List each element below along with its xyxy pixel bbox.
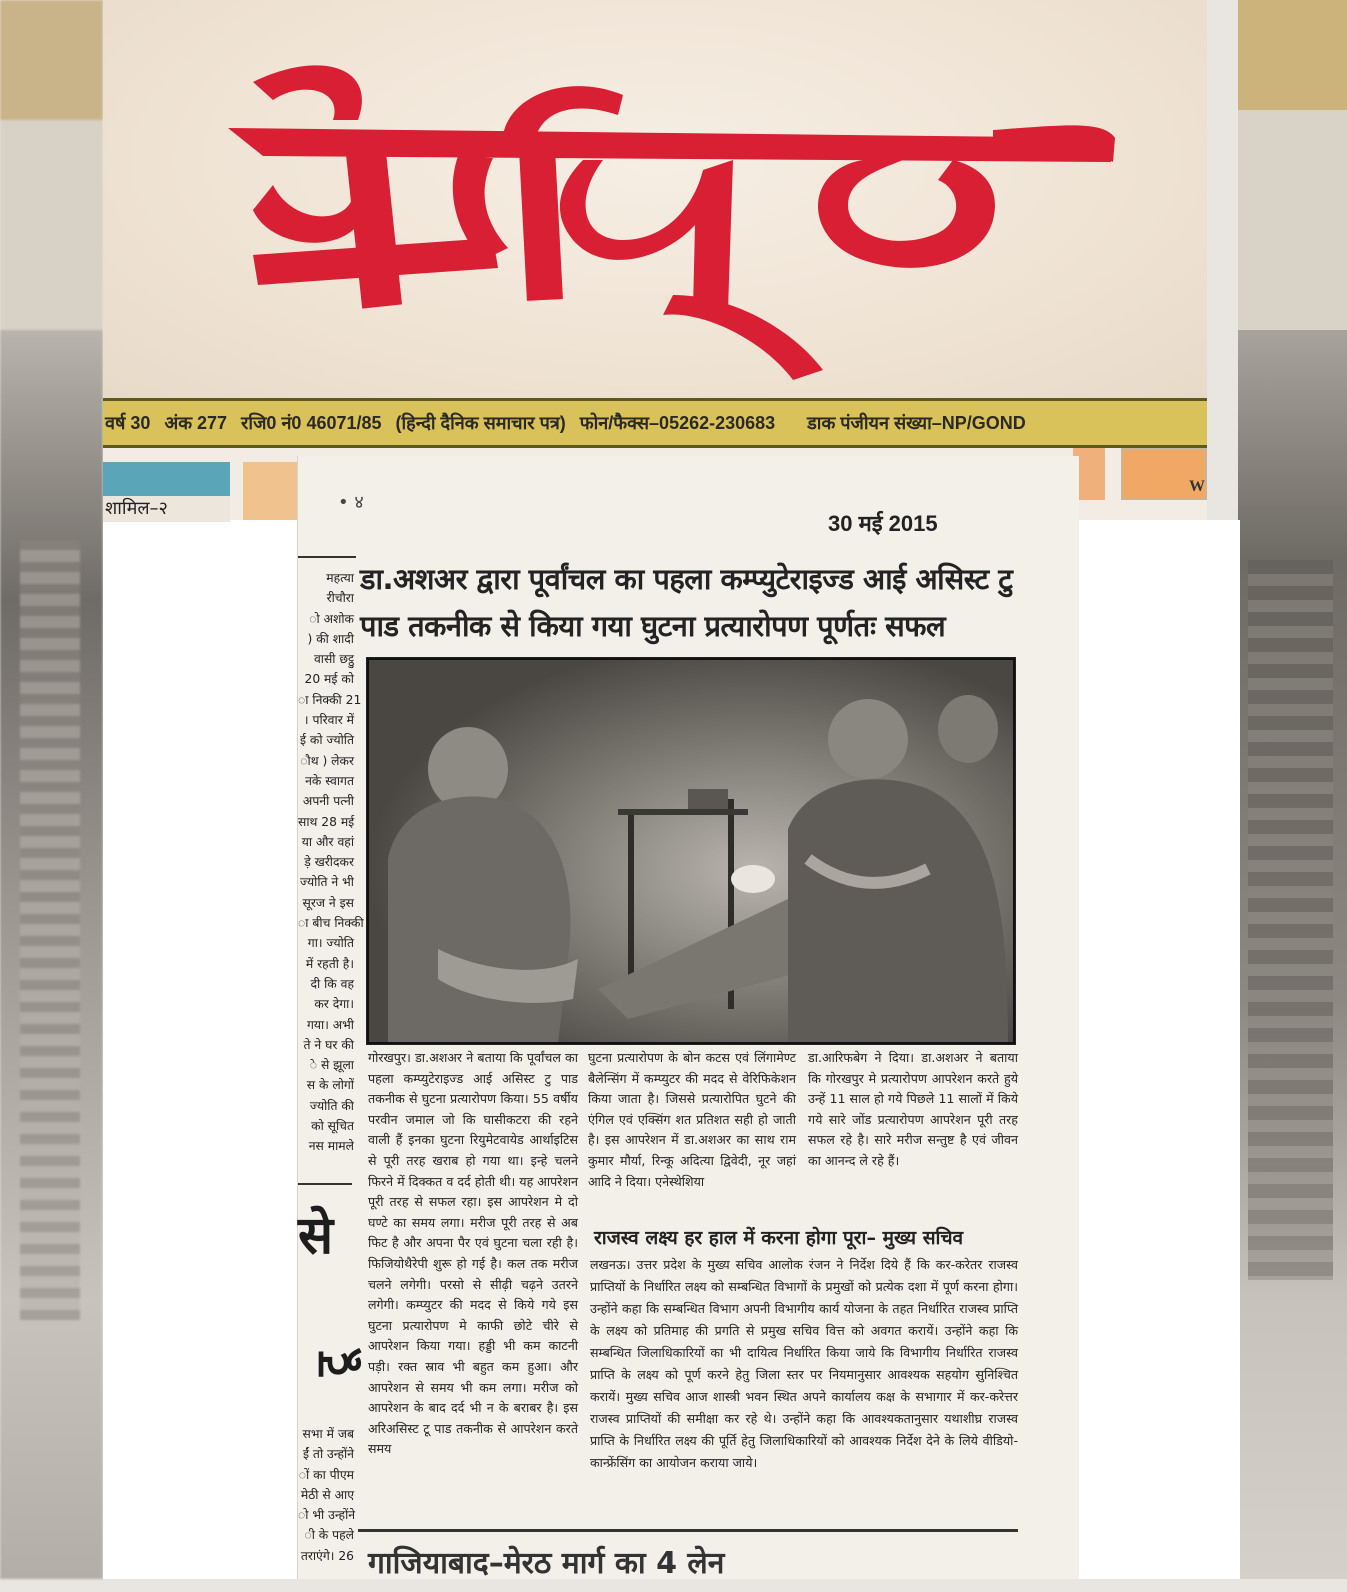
- strip-right-label: W: [1189, 478, 1205, 495]
- left-top-line: । परिवार में: [303, 713, 354, 728]
- clipping-date: 30 मई 2015: [828, 511, 938, 536]
- left-top-line: ई को ज्योति: [299, 733, 354, 748]
- strip-left-label: शामिल–२: [103, 496, 230, 522]
- left-bottom-line: सभा में जब: [302, 1427, 354, 1441]
- left-top-line: ड़े खरीदकर: [304, 855, 354, 870]
- phone-fax: फोन/फैक्स–05262-230683: [579, 413, 776, 433]
- second-article-body: लखनऊ। उत्तर प्रदेश के मुख्य सचिव आलोक रंजन ने निर्देश दिये हैं कि कर-करेतर राजस्व प्राप्तियों के निर्धारित लक्ष्य को सम्बन्धित विभागों के प्रमुखों को प्रत्येक दशा में पूर्ण करना होगा। उन्होंने कहा कि सम्बन्धित विभाग अपनी विभागीय कार्य योजना के तहत निर्धारित राजस्व प्राप्ति के लक्ष्य को प्रतिमाह की प्रगति से प्रमुख सचिव वित्त को अवगत करायें। उन्होंने कहा कि सम्बन्धित जिलाधिकारियों का भी दायित्व निर्धारित किया जाये कि विभागीय निर्धारित राजस्व प्राप्ति के लक्ष्य को पूर्ण करने हेतु जिला स्तर पर नियमानुसार आवश्यक सहयोग सुनिश्चित करायें। मुख्य सचिव आज शास्त्री भवन स्थित अपने कार्यालय कक्ष के सभागार में कर-करेत्तर राजस्व प्राप्तियों की समीक्षा कर रहे थे। उन्होंने कहा कि आवश्यकतानुसार यथाशीघ्र राजस्व प्राप्ति के निर्धारित लक्ष्य की पूर्ति हेतु जिलाधिकारियों को आवश्यक निर्देश देने के लिये वीडियो-कान्फ्रेंसिंग का आयोजन कराया जाये।: [590, 1257, 1018, 1470]
- strip-box-left: [103, 462, 230, 520]
- left-top-line: गया। अभी: [306, 1017, 354, 1032]
- left-top-line: में रहती है।: [305, 956, 354, 971]
- left-top-line: नस मामले: [308, 1139, 354, 1154]
- left-top-line: ौथ ) लेकर: [300, 753, 354, 768]
- left-top-line: ज्योति ने भी: [299, 875, 354, 890]
- strip-box-orange: [243, 462, 301, 520]
- operating-room-image: [368, 659, 1014, 1043]
- left-top-line: ) की शादी: [307, 631, 354, 646]
- background-right-page: [1238, 0, 1347, 1579]
- article-column-3: डा.आरिफबेग ने दिया। डा.अशअर ने बताया कि गोरखपुर मे प्रत्यारोपण आपरेशन करते हुये उन्हें 11 साल हो गये पिछले 11 सालों में किये गये सारे जोंड प्रत्यारोपण आपरेशन पूरी तरह सफल रहे है। सारे मरीज सन्तुष्ट है एवं जीवन का आनन्द ले रहे हैं।: [808, 1050, 1018, 1168]
- left-column-fragment-bottom: [298, 1424, 354, 1566]
- left-top-line: ो अशोक: [309, 611, 354, 626]
- left-top-line: स के लोगों: [306, 1078, 354, 1093]
- left-top-line: ा निक्की 21: [298, 692, 362, 707]
- bottom-rule: [358, 1529, 1018, 1532]
- masthead-info-bar: [103, 398, 1207, 448]
- left-bottom-line: ो भी उन्होंने: [298, 1508, 356, 1523]
- strip-box-right: [1121, 448, 1207, 500]
- left-big-glyph-2: टू: [305, 1352, 359, 1376]
- second-headline: राजस्व लक्ष्य हर हाल में करना होगा पूरा– मुख्य सचिव: [594, 1227, 964, 1249]
- surgery-photo: [366, 657, 1016, 1045]
- left-top-line: ज्योति की: [309, 1098, 354, 1113]
- issue-number: अंक 277: [164, 413, 228, 433]
- left-bottom-line: तराएंगे। 26: [300, 1548, 354, 1563]
- left-top-line: ते ने घर की: [303, 1037, 354, 1052]
- left-top-line: या और वहां: [301, 834, 354, 849]
- corner-mark: • ४: [338, 492, 364, 513]
- left-top-line: अपनी पत्नी: [302, 794, 354, 809]
- left-bottom-line: मेठी से आए: [300, 1487, 354, 1502]
- left-top-line: ा बीच निक्की: [298, 916, 364, 931]
- left-top-line: वासी छट्ठु: [313, 652, 354, 667]
- left-bottom-line: ईं तो उन्होंने: [302, 1447, 354, 1462]
- left-top-line: महत्या: [326, 571, 354, 585]
- left-big-glyph-1: से: [298, 1206, 334, 1266]
- news-clipping: [297, 456, 1079, 1579]
- postal-registration: डाक पंजीयन संख्या–NP/GOND: [807, 413, 1026, 433]
- left-top-line: रीचौरा: [326, 591, 354, 606]
- main-headline: डा.अशअर द्वारा पूर्वांचल का पहला कम्प्युटेराइज्ड आई असिस्ट टु पाड तकनीक से किया गया घुटना प्रत्यारोपण पूर्णतः सफल: [360, 562, 1013, 643]
- registration-number: रजि0 नं0 46071/85: [241, 413, 382, 433]
- newspaper-masthead: [103, 0, 1207, 398]
- left-top-line: े से झूला: [309, 1058, 354, 1073]
- left-top-line: नके स्वागत: [305, 773, 354, 788]
- article-column-1: गोरखपुर। डा.अशअर ने बताया कि पूर्वांचल का पहला कम्प्युटेराइज्ड आई असिस्ट टु पाड तकनीक से घुटना प्रत्यारोपण किया। 55 वर्षीय परवीन जमाल जो कि घासीकटरा की रहने वाली हैं इनका घुटना रियुमेटवायेड आर्थाइटिस से पूरी तरह खराब हो गया था। इन्हे चलने फिरने में दिक्कत व दर्द होती थी। यह आपरेशन पूरी तरह से सफल रहा। इस आपरेशन मे दो घण्टे का समय लगा। मरीज पूरी तरह से अब फिट है और अपना पैर एवं घुटना चला रही है। फिजियोथैरेपी शुरू हो गई है। कल तक मरीज चलने लगेगी। परसो से सीढ़ी चढ़ने उतरने लगेगी। कम्प्युटर की मदद से किये गये इस घुटना प्रत्यारोपण मे काफी छोटे चीरे से आपरेशन किया गया। हड्डी भी कम काटनी पड़ी। रक्त स्राव भी बहुत कम हुआ। और आपरेशन से समय भी कम लगा। मरीज को आपरेशन के बाद दर्द भी न के बराबर है। इस अरिअसिस्ट टू पाड तकनीक से आपरेशन करते समय: [368, 1050, 578, 1457]
- masthead-logo-strokes: [228, 65, 1115, 380]
- left-top-line: दी कि वह: [310, 976, 354, 991]
- left-top-line: 20 मई को: [304, 672, 354, 687]
- left-top-line: कर देगा।: [314, 997, 354, 1012]
- left-column-fragment-top: [298, 568, 364, 1157]
- left-bottom-line: ी के पहले: [304, 1528, 354, 1543]
- paper-type: (हिन्दी दैनिक समाचार पत्र): [395, 413, 566, 433]
- masthead-title-graphic: [103, 10, 1207, 390]
- bottom-headline-cut: गाजियाबाद–मेरठ मार्ग का 4 लेन: [368, 1546, 725, 1581]
- top-rule: [298, 556, 356, 558]
- left-top-line: को सूचित: [311, 1119, 354, 1134]
- left-top-line: साथ 28 मई: [298, 814, 355, 829]
- left-bottom-line: ों का पीएम: [298, 1467, 354, 1482]
- background-left-page: [0, 0, 103, 1579]
- left-top-line: सूरज ने इस: [302, 895, 354, 910]
- left-top-line: गा। ज्योति: [307, 936, 354, 951]
- article-column-2: घुटना प्रत्यारोपण के बोन कटस एवं लिंगामेण्ट बैलेन्सिंग में कम्प्युटर की मदद से वेरिफिकेशन किया जाता है। जिससे प्रत्यारोपित घुटने की एंगिल एवं एक्सिंग शत प्रतिशत सही हो जाती है। इस आपरेशन में डा.अशअर का साथ राम कुमार मौर्या, रिन्कू अदित्या द्विवेदी, नूर जहां आदि ने दिया। एनेस्थेशिया: [588, 1050, 796, 1189]
- volume-number: वर्ष 30: [105, 413, 151, 433]
- left-column-rule: [298, 1183, 352, 1185]
